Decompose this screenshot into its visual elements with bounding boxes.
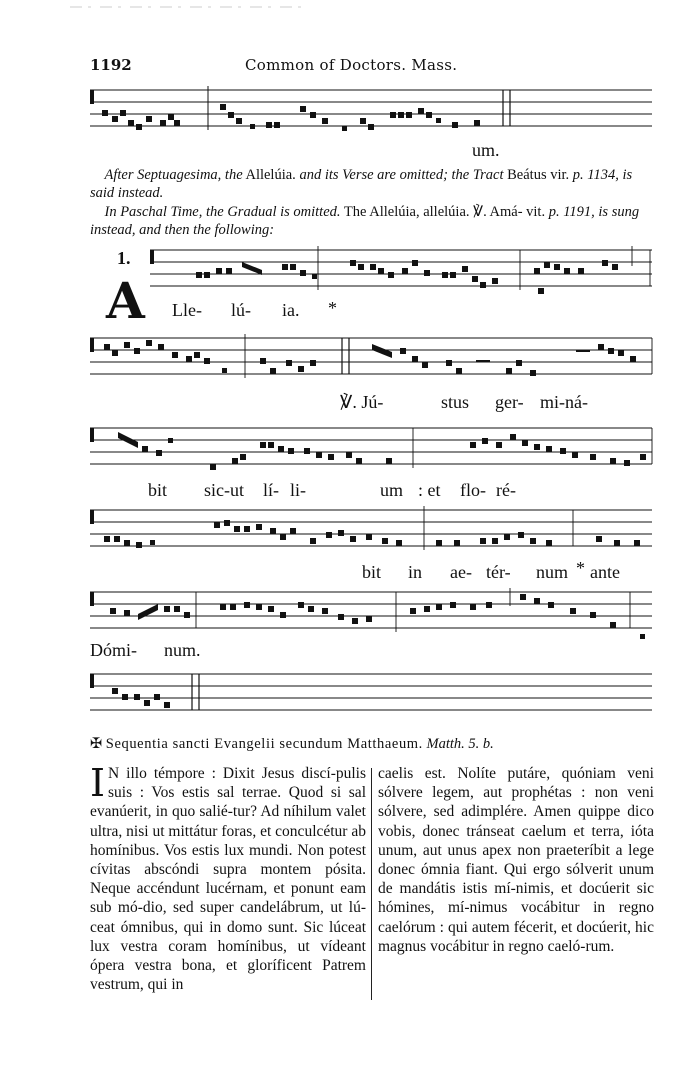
gospel-column-right	[378, 764, 654, 956]
chant-initial: A	[106, 271, 145, 330]
lyric-5-1: bit	[362, 562, 382, 582]
rubric-2d: vit.	[526, 204, 546, 220]
gospel-heading	[90, 736, 655, 753]
lyric-4-1: bit	[148, 480, 168, 500]
lyric-2-4: *	[328, 298, 337, 318]
cross-icon: ✠	[90, 736, 103, 752]
staff-5	[90, 500, 652, 562]
lyric-6-2: num.	[164, 640, 201, 660]
lyric-5-7: ante	[590, 562, 620, 582]
lyric-5-6: *	[576, 558, 585, 578]
staff-7	[90, 664, 652, 724]
lyric-3-1: ℣. Jú-	[340, 392, 384, 412]
chant-number: 1.	[117, 248, 131, 268]
staff-2	[150, 242, 652, 300]
rubric-2b: The	[343, 204, 367, 220]
lyric-5-2: in	[408, 562, 423, 582]
page-edge-smudge	[70, 4, 310, 10]
staff-4	[90, 418, 652, 480]
rubric-1c: and its Verse are omitted; the Tract	[299, 167, 504, 183]
rubric-2e: p. 1191, is sung instead, and then the following:	[90, 204, 640, 238]
rubric-1a: After Septuagesima, the	[104, 167, 243, 183]
lyric-4-7: flo-	[460, 480, 486, 500]
lyric-4-4: li-	[290, 480, 306, 500]
page-number: 1192	[90, 56, 132, 74]
staff-1	[90, 82, 652, 142]
lyric-3-3: ger-	[495, 392, 524, 412]
staff-3	[90, 328, 652, 390]
rubric-1d: Beátus vir.	[507, 167, 570, 183]
rubric-septuagesima	[90, 166, 655, 202]
lyric-2-2: lú-	[231, 300, 251, 320]
rubric-paschal	[90, 203, 655, 239]
running-header	[90, 56, 652, 80]
lyric-4-8: ré-	[496, 480, 516, 500]
gospel-column-left	[90, 761, 366, 994]
lyric-5-4: tér-	[486, 562, 511, 582]
lyric-3-4: mi-ná-	[540, 392, 588, 412]
gospel-reference: Matth. 5. b.	[426, 736, 494, 752]
gospel-left-text: N illo témpore : Dixit Jesus discí-pulis suis : Vos estis sal terrae. Quod si sal evanúerit, in quo salié-tur? Ad níhilum valet ultra, nisi ut mittátur foras, et conculcétur ab homínibus. Vos estis lux mundi. Non potest cívitas abscóndi supra montem pósita. Neque accéndunt lucérnam, et ponunt eam sub mó-dio, sed super candelábrum, ut lú-ceat ómnibus, qui in domo sunt. Sic lúceat lux vestra coram homínibus, ut vídeant ópera vestra bona, et gloríficent Patrem vestrum, qui in	[90, 765, 366, 994]
rubric-2a: In Paschal Time, the Gradual is omitted.	[104, 204, 341, 220]
staff-1-lyric: um.	[472, 140, 500, 160]
column-divider	[371, 768, 372, 1000]
lyric-4-3: lí-	[263, 480, 279, 500]
lyric-4-6: : et	[418, 480, 441, 500]
lyric-3-2: stus	[441, 392, 470, 412]
lyric-2-3: ia.	[282, 300, 300, 320]
staff-6	[90, 582, 652, 644]
lyric-6-1: Dómi-	[90, 640, 137, 660]
gospel-initial: I	[90, 761, 106, 805]
running-title: Common of Doctors. Mass.	[245, 56, 458, 74]
gospel-right-text: caelis est. Nolíte putáre, quóniam veni sólvere legem, aut prophétas : non veni sólvere, sed adimplére. Amen quippe dico vobis, donec tránseat caelum et terra, ióta unum, aut unus apex non praeteríbit a lege donec ómnia fiant. Qui ergo sólverit unum de mandátis istis mí-nimis, et docúerit sic hómines, mí-nimus vocábitur in regno caelórum : qui autem fécerit, et docúerit, hic magnus vocábitur in regno caeló-rum.	[378, 765, 654, 955]
lyric-2-1: Lle-	[172, 300, 202, 320]
lyric-4-2: sic-ut	[204, 480, 244, 500]
rubric-1e: p. 1134, is said instead.	[90, 167, 633, 201]
rubric-1b: Allelúia.	[245, 167, 296, 183]
rubric-2c: Allelúia, allelúia. ℣. Amá-	[369, 204, 523, 220]
lyric-5-5: num	[536, 562, 569, 582]
lyric-5-3: ae-	[450, 562, 472, 582]
lyric-4-5: um	[380, 480, 404, 500]
gospel-heading-text: Sequentia sancti Evangelii secundum Matthaeum.	[105, 736, 423, 752]
